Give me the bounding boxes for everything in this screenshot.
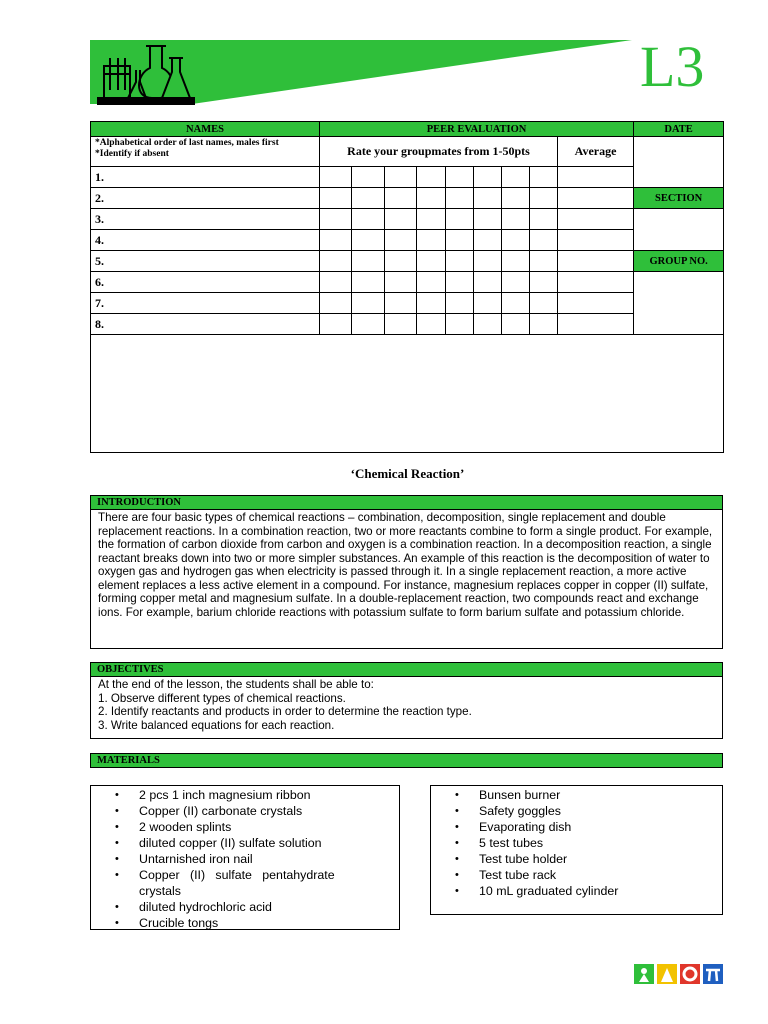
list-item: [431, 851, 722, 867]
bullet-icon: •: [115, 901, 119, 913]
material-name: diluted copper (II) sulfate solution: [139, 836, 322, 850]
score-cell[interactable]: [474, 251, 502, 272]
score-cell[interactable]: [352, 188, 385, 209]
material-name: Test tube rack: [479, 868, 557, 882]
score-cell[interactable]: [446, 230, 474, 251]
material-name: Copper (II) carbonate crystals: [139, 804, 303, 818]
score-cell[interactable]: [417, 188, 446, 209]
material-name: diluted hydrochloric acid: [139, 900, 272, 914]
score-cell[interactable]: [320, 167, 352, 188]
score-cell[interactable]: [474, 167, 502, 188]
score-cell[interactable]: [530, 188, 558, 209]
score-cell[interactable]: [474, 209, 502, 230]
bullet-icon: •: [115, 805, 119, 817]
bullet-icon: •: [455, 837, 459, 849]
name-cell[interactable]: 2.: [91, 188, 320, 209]
bullet-icon: •: [455, 821, 459, 833]
score-cell[interactable]: [474, 188, 502, 209]
material-name: Evaporating dish: [479, 820, 572, 834]
material-name: Test tube holder: [479, 852, 568, 866]
score-cell[interactable]: [352, 167, 385, 188]
section-header: SECTION: [634, 188, 724, 209]
score-cell[interactable]: [446, 314, 474, 335]
score-cell[interactable]: [446, 167, 474, 188]
score-cell[interactable]: [417, 209, 446, 230]
score-cell[interactable]: [352, 293, 385, 314]
score-cell[interactable]: [530, 272, 558, 293]
table-row: [91, 230, 724, 251]
material-name: Copper (II) sulfate pentahydrate crystals: [139, 868, 339, 898]
average-cell[interactable]: [558, 167, 634, 188]
list-item: [91, 819, 399, 835]
average-cell[interactable]: [558, 188, 634, 209]
score-cell[interactable]: [385, 209, 417, 230]
date-cell[interactable]: [634, 137, 724, 188]
material-name: 10 mL graduated cylinder: [479, 884, 619, 898]
score-cell[interactable]: [417, 293, 446, 314]
score-cell[interactable]: [474, 272, 502, 293]
objectives-body: [90, 677, 723, 739]
score-cell[interactable]: [320, 314, 352, 335]
material-name: Untarnished iron nail: [139, 852, 253, 866]
list-item: [91, 835, 399, 851]
score-cell[interactable]: [502, 167, 530, 188]
score-cell[interactable]: [385, 230, 417, 251]
bullet-icon: •: [115, 789, 119, 801]
score-cell[interactable]: [320, 209, 352, 230]
material-name: Crucible tongs: [139, 916, 219, 930]
objective-item: 2. Identify reactants and products in order to determine the reaction type.: [98, 705, 472, 718]
score-cell[interactable]: [417, 251, 446, 272]
average-header: Average: [558, 137, 634, 167]
score-cell[interactable]: [352, 251, 385, 272]
activity-title: ‘Chemical Reaction’: [350, 466, 465, 481]
score-cell[interactable]: [446, 209, 474, 230]
peer-evaluation-header: PEER EVALUATION: [320, 122, 634, 137]
score-cell[interactable]: [502, 230, 530, 251]
score-cell[interactable]: [530, 314, 558, 335]
date-header: DATE: [634, 122, 724, 137]
introduction-heading: INTRODUCTION: [90, 495, 723, 510]
materials-list-left: [90, 785, 400, 930]
bullet-icon: •: [455, 885, 459, 897]
score-cell[interactable]: [385, 188, 417, 209]
table-row: [91, 314, 724, 335]
alphabetical-note: *Alphabetical order of last names, males first: [95, 138, 279, 148]
score-cell[interactable]: [446, 251, 474, 272]
score-cell[interactable]: [474, 230, 502, 251]
score-cell[interactable]: [530, 293, 558, 314]
names-instructions: [91, 137, 320, 167]
list-item: [431, 787, 722, 803]
objectives-heading: OBJECTIVES: [90, 662, 723, 677]
score-cell[interactable]: [417, 230, 446, 251]
score-cell[interactable]: [502, 251, 530, 272]
average-cell[interactable]: [558, 230, 634, 251]
list-item: [91, 899, 399, 915]
introduction-body: There are four basic types of chemical reactions – combination, decomposition, single replacement and double replacement reactions. In a combination reaction, two or more reactants combine to form a single product. For example, the formation of carbon dioxide from carbon and oxygen is a combination reaction. In a decomposition reaction, a single reactant breaks down into two or more simpler substances. An example of this reaction is the decomposition of water to oxygen gas and hydrogen gas when electricity is passed through it. In a single replacement reaction, a more active element replaces a less active element in a compound. For instance, magnesium replaces copper in copper (II) sulfate, forming copper metal and magnesium sulfate. In a double-replacement reaction, two compounds react and exchange ions. For example, barium chloride reactions with potassium sulfate to form barium sulfate and potassium chloride.: [90, 510, 723, 649]
name-cell[interactable]: 1.: [91, 167, 320, 188]
score-cell[interactable]: [352, 272, 385, 293]
score-cell[interactable]: [385, 293, 417, 314]
score-cell[interactable]: [320, 293, 352, 314]
list-item: [91, 867, 399, 899]
table-row: [91, 209, 724, 230]
score-cell[interactable]: [320, 272, 352, 293]
score-cell[interactable]: [530, 251, 558, 272]
objective-item: 1. Observe different types of chemical reactions.: [98, 691, 346, 705]
level-label: L3: [640, 34, 705, 99]
score-cell[interactable]: [502, 272, 530, 293]
score-cell[interactable]: [385, 167, 417, 188]
score-cell[interactable]: [320, 251, 352, 272]
materials-list-right: [430, 785, 723, 915]
score-cell[interactable]: [530, 167, 558, 188]
materials-heading: MATERIALS: [90, 753, 723, 768]
average-cell[interactable]: [558, 251, 634, 272]
name-cell[interactable]: 3.: [91, 209, 320, 230]
score-cell[interactable]: [502, 293, 530, 314]
average-cell[interactable]: [558, 293, 634, 314]
section-cell[interactable]: [634, 209, 724, 251]
name-cell[interactable]: 8.: [91, 314, 320, 335]
score-cell[interactable]: [446, 188, 474, 209]
average-cell[interactable]: [558, 272, 634, 293]
group-number-cell[interactable]: [634, 272, 724, 335]
material-name: 5 test tubes: [479, 836, 544, 850]
score-cell[interactable]: [352, 209, 385, 230]
names-header: NAMES: [91, 122, 320, 137]
material-name: Safety goggles: [479, 804, 561, 818]
score-cell[interactable]: [446, 272, 474, 293]
score-cell[interactable]: [417, 314, 446, 335]
score-cell[interactable]: [417, 167, 446, 188]
table-row: [91, 251, 724, 272]
average-cell[interactable]: [558, 314, 634, 335]
list-item: [91, 787, 399, 803]
list-item: [431, 819, 722, 835]
rate-instruction: Rate your groupmates from 1-50pts: [320, 137, 558, 167]
objectives-intro: At the end of the lesson, the students shall be able to:: [98, 678, 374, 691]
score-cell[interactable]: [502, 209, 530, 230]
list-item: [91, 915, 399, 931]
score-cell[interactable]: [474, 293, 502, 314]
score-cell[interactable]: [417, 272, 446, 293]
score-cell[interactable]: [385, 272, 417, 293]
bullet-icon: •: [115, 837, 119, 849]
score-cell[interactable]: [320, 230, 352, 251]
bullet-icon: •: [455, 789, 459, 801]
name-cell[interactable]: 7.: [91, 293, 320, 314]
group-number-header: GROUP NO.: [634, 251, 724, 272]
name-cell[interactable]: 4.: [91, 230, 320, 251]
bullet-icon: •: [115, 869, 119, 881]
bullet-icon: •: [115, 853, 119, 865]
bullet-icon: •: [115, 917, 119, 929]
list-item: [91, 851, 399, 867]
bullet-icon: •: [455, 853, 459, 865]
list-item: [431, 883, 722, 899]
score-cell[interactable]: [474, 314, 502, 335]
score-cell[interactable]: [352, 314, 385, 335]
remarks-area[interactable]: [91, 335, 724, 453]
name-cell[interactable]: 6.: [91, 272, 320, 293]
peer-evaluation-table: [90, 121, 724, 453]
table-row: [91, 293, 724, 314]
list-item: [91, 803, 399, 819]
absent-note: *Identify if absent: [95, 149, 169, 159]
name-cell[interactable]: 5.: [91, 251, 320, 272]
score-cell[interactable]: [530, 209, 558, 230]
score-cell[interactable]: [446, 293, 474, 314]
bullet-icon: •: [455, 805, 459, 817]
table-row: [91, 188, 724, 209]
material-name: Bunsen burner: [479, 788, 561, 802]
table-row: [91, 167, 724, 188]
score-cell[interactable]: [502, 188, 530, 209]
average-cell[interactable]: [558, 209, 634, 230]
bullet-icon: •: [115, 821, 119, 833]
list-item: [431, 803, 722, 819]
score-cell[interactable]: [385, 251, 417, 272]
table-row: [91, 272, 724, 293]
bullet-icon: •: [455, 869, 459, 881]
score-cell[interactable]: [385, 314, 417, 335]
score-cell[interactable]: [502, 314, 530, 335]
score-cell[interactable]: [320, 188, 352, 209]
material-name: 2 pcs 1 inch magnesium ribbon: [139, 788, 311, 802]
objective-item: 3. Write balanced equations for each reaction.: [98, 718, 335, 732]
list-item: [431, 867, 722, 883]
material-name: 2 wooden splints: [139, 820, 232, 834]
stem-logo-icon: [634, 962, 724, 986]
score-cell[interactable]: [352, 230, 385, 251]
score-cell[interactable]: [530, 230, 558, 251]
list-item: [431, 835, 722, 851]
